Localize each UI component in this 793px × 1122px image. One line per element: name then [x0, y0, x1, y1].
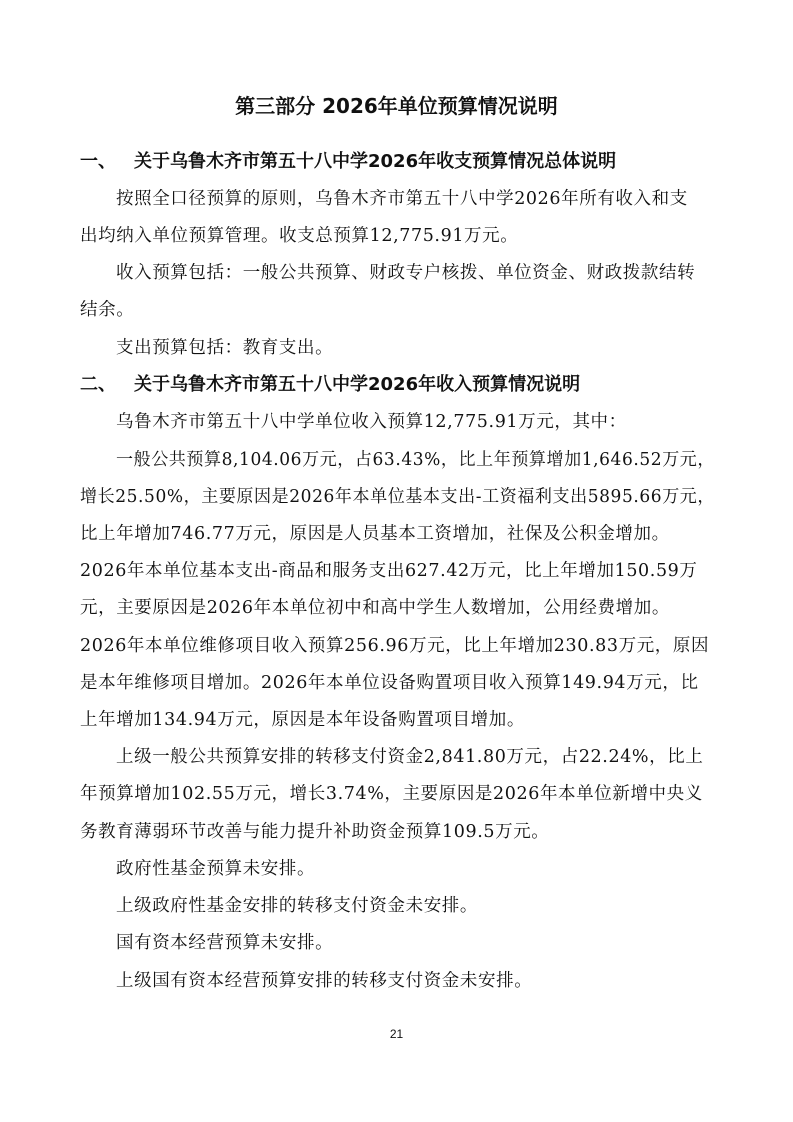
paragraph-line: 年预算增加102.55万元，增长3.74%，主要原因是2026年本单位新增中央义: [80, 784, 703, 804]
paragraph-line: 上级国有资本经营预算安排的转移支付资金未安排。: [116, 971, 533, 991]
section-1-number: 一、: [80, 151, 116, 172]
paragraph-line: 国有资本经营预算未安排。: [116, 933, 334, 953]
paragraph-line: 按照全口径预算的原则，乌鲁木齐市第五十八中学2026年所有收入和支: [116, 189, 688, 209]
paragraph-line: 支出预算包括：教育支出。: [116, 338, 334, 358]
paragraph-line: 出均纳入单位预算管理。收支总预算12,775.91万元。: [80, 226, 519, 246]
paragraph-line: 一般公共预算8,104.06万元，占63.43%，比上年预算增加1,646.52万元，: [116, 450, 716, 470]
paragraph-line: 增长25.50%，主要原因是2026年本单位基本支出-工资福利支出5895.66万元，: [80, 487, 716, 507]
section-1-heading-text: 关于乌鲁木齐市第五十八中学2026年收支预算情况总体说明: [134, 151, 617, 172]
paragraph-line: 乌鲁木齐市第五十八中学单位收入预算12,775.91万元，其中：: [116, 412, 627, 432]
paragraph-line: 政府性基金预算未安排。: [116, 859, 316, 879]
paragraph-line: 比上年增加746.77万元，原因是人员基本工资增加，社保及公积金增加。: [80, 524, 670, 544]
paragraph-line: 上级一般公共预算安排的转移支付资金2,841.80万元，占22.24%，比上: [116, 747, 704, 767]
page-title: 第三部分 2026年单位预算情况说明: [235, 94, 558, 118]
paragraph-line: 2026年本单位维修项目收入预算256.96万元，比上年增加230.83万元，原因: [80, 636, 710, 656]
paragraph-line: 务教育薄弱环节改善与能力提升补助资金预算109.5万元。: [80, 822, 550, 842]
section-1-heading: [80, 150, 616, 174]
paragraph-line: 是本年维修项目增加。2026年本单位设备购置项目收入预算149.94万元，比: [80, 673, 699, 693]
paragraph-line: 元，主要原因是2026年本单位初中和高中学生人数增加，公用经费增加。: [80, 598, 670, 618]
section-2-heading-text: 关于乌鲁木齐市第五十八中学2026年收入预算情况说明: [134, 374, 581, 395]
section-2-heading: [80, 373, 580, 397]
paragraph-line: 上年增加134.94万元，原因是本年设备购置项目增加。: [80, 710, 525, 730]
paragraph-line: 上级政府性基金安排的转移支付资金未安排。: [116, 896, 478, 916]
paragraph-line: 结余。: [80, 300, 135, 320]
paragraph-line: 收入预算包括：一般公共预算、财政专户核拨、单位资金、财政拨款结转: [116, 263, 696, 283]
section-2-number: 二、: [80, 374, 116, 395]
page-number: 21: [389, 1027, 404, 1041]
paragraph-line: 2026年本单位基本支出-商品和服务支出627.42万元，比上年增加150.59万: [80, 561, 698, 581]
